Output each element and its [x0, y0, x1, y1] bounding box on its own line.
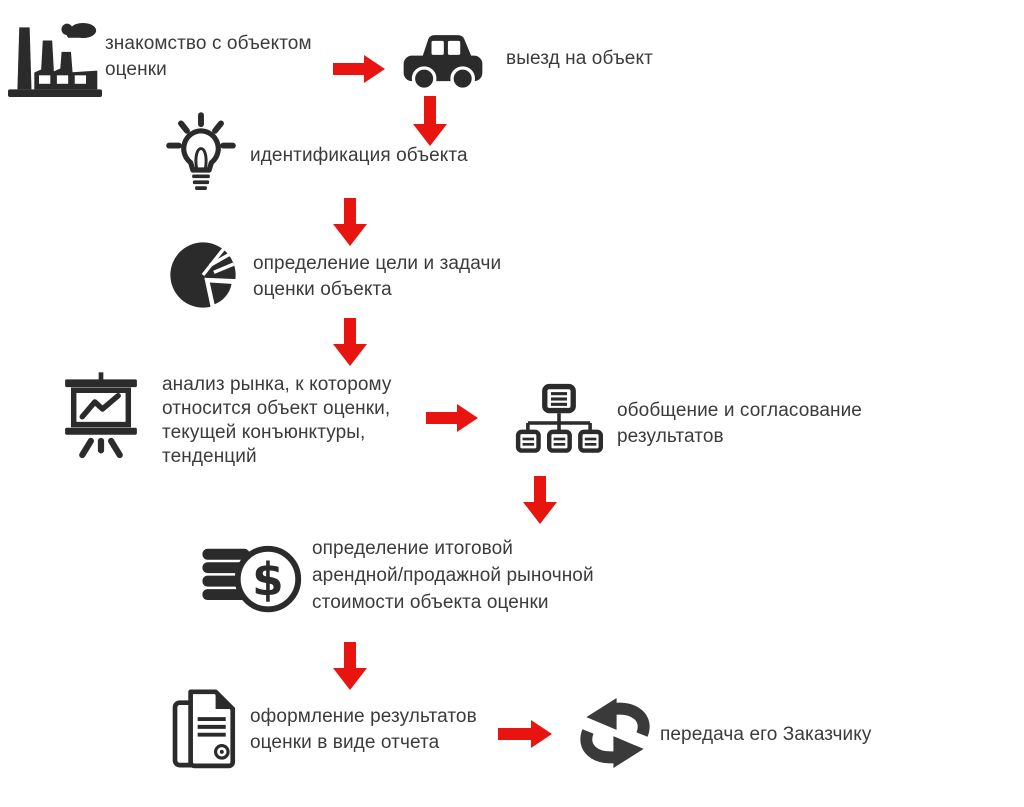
money-icon [202, 532, 302, 616]
car-icon [402, 31, 484, 91]
step-8-label: оформление результатов оценки в виде отчета [250, 706, 477, 753]
step-3-label: идентификация объекта [250, 145, 468, 166]
step-1-label: знакомство с объектом оценки [105, 33, 312, 80]
lightbulb-icon [164, 110, 238, 196]
step-7-label: определение итоговой арендной/продажной рыночной стоимости объекта оценки [312, 538, 594, 613]
pie-chart-icon [169, 241, 237, 309]
flow-arrow-right-2 [426, 404, 478, 437]
presentation-chart-icon [62, 372, 140, 460]
step-5-label: анализ рынка, к которому относится объект оценки, текущей конъюнктуры, тенденций [162, 374, 392, 467]
flow-arrow-right-1 [333, 55, 385, 88]
svg-text:$: $ [252, 553, 284, 606]
flow-arrow-down-2 [333, 198, 367, 251]
step-6-label: обобщение и согласование результатов [617, 400, 862, 447]
step-9-label: передача его Заказчику [660, 724, 872, 745]
step-4-label: определение цели и задачи оценки объекта [253, 253, 502, 300]
flow-arrow-right-3 [498, 720, 552, 753]
flow-arrow-down-3 [333, 318, 367, 371]
factory-icon [8, 16, 102, 98]
step-2-label: выезд на объект [506, 48, 653, 69]
documents-icon [168, 686, 246, 774]
hierarchy-icon [514, 383, 604, 463]
flow-arrow-down-5 [333, 642, 367, 695]
flow-arrow-down-4 [523, 476, 557, 529]
transfer-icon [575, 698, 655, 768]
